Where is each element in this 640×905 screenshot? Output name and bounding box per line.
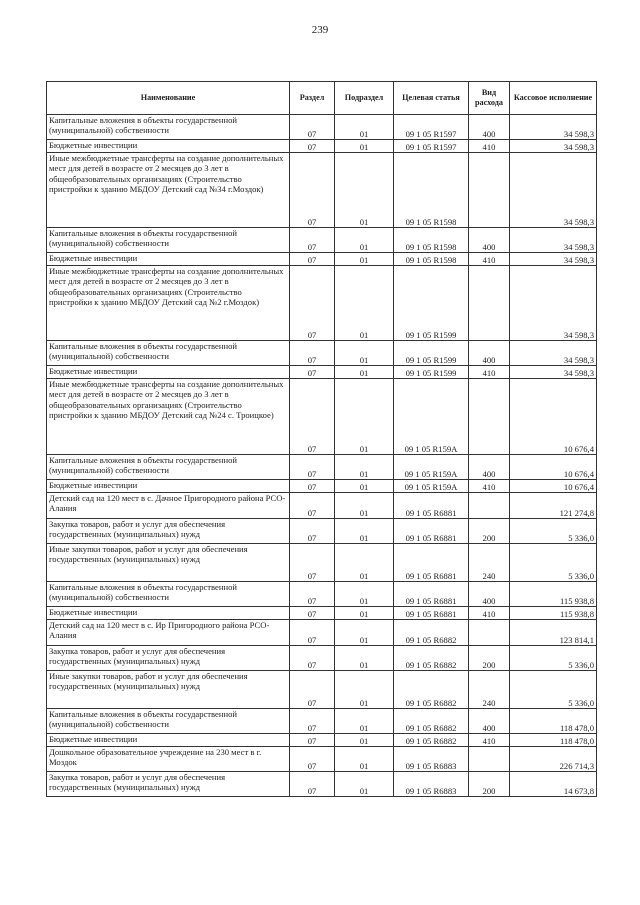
cell-name: Дошкольное образовательное учреждение на 230 мест в г. Моздок [47, 747, 290, 772]
cell-subsection: 01 [335, 455, 394, 480]
cell-type: 240 [469, 544, 510, 582]
cell-name: Бюджетные инвестиции [47, 253, 290, 266]
cell-amount: 34 598,3 [510, 366, 597, 379]
page-number: 239 [311, 24, 329, 36]
table-row [47, 253, 597, 266]
header-section: Раздел [290, 82, 335, 115]
cell-section: 07 [290, 747, 335, 772]
cell-amount: 10 676,4 [510, 455, 597, 480]
cell-target: 09 1 05 R6881 [394, 607, 469, 620]
cell-target: 09 1 05 R1599 [394, 266, 469, 341]
cell-type [469, 747, 510, 772]
cell-section: 07 [290, 140, 335, 153]
cell-subsection: 01 [335, 734, 394, 747]
cell-section: 07 [290, 341, 335, 366]
cell-name: Закупка товаров, работ и услуг для обеспечения государственных (муниципальных) нужд [47, 772, 290, 797]
cell-subsection: 01 [335, 153, 394, 228]
cell-section: 07 [290, 709, 335, 734]
cell-target: 09 1 05 R6883 [394, 772, 469, 797]
table-row [47, 747, 597, 772]
cell-target: 09 1 05 R159A [394, 379, 469, 455]
table-row [47, 671, 597, 709]
cell-section: 07 [290, 253, 335, 266]
cell-name: Бюджетные инвестиции [47, 480, 290, 493]
cell-target: 09 1 05 R6882 [394, 734, 469, 747]
cell-type: 410 [469, 480, 510, 493]
cell-amount: 34 598,3 [510, 253, 597, 266]
cell-subsection: 01 [335, 607, 394, 620]
cell-subsection: 01 [335, 519, 394, 544]
cell-target: 09 1 05 R6882 [394, 709, 469, 734]
cell-amount: 34 598,3 [510, 153, 597, 228]
cell-amount: 10 676,4 [510, 480, 597, 493]
table-row [47, 493, 597, 519]
cell-type [469, 620, 510, 646]
cell-type: 200 [469, 646, 510, 671]
table-row [47, 153, 597, 228]
header-target: Целевая статья [394, 82, 469, 115]
cell-subsection: 01 [335, 620, 394, 646]
cell-type: 200 [469, 772, 510, 797]
cell-amount: 34 598,3 [510, 228, 597, 253]
cell-type: 400 [469, 709, 510, 734]
cell-type [469, 266, 510, 341]
cell-section: 07 [290, 620, 335, 646]
cell-subsection: 01 [335, 480, 394, 493]
cell-subsection: 01 [335, 366, 394, 379]
cell-amount: 34 598,3 [510, 266, 597, 341]
cell-target: 09 1 05 R1598 [394, 153, 469, 228]
cell-section: 07 [290, 228, 335, 253]
cell-subsection: 01 [335, 228, 394, 253]
table-row [47, 607, 597, 620]
cell-name: Бюджетные инвестиции [47, 607, 290, 620]
table-row [47, 620, 597, 646]
cell-type: 410 [469, 607, 510, 620]
cell-name: Капитальные вложения в объекты государственной (муниципальной) собственности [47, 582, 290, 607]
table-row [47, 366, 597, 379]
cell-section: 07 [290, 607, 335, 620]
cell-target: 09 1 05 R6882 [394, 671, 469, 709]
cell-subsection: 01 [335, 646, 394, 671]
cell-amount: 121 274,8 [510, 493, 597, 519]
cell-name: Детский сад на 120 мест в с. Дачное Пригородного района РСО-Алания [47, 493, 290, 519]
cell-type: 400 [469, 582, 510, 607]
cell-target: 09 1 05 R159A [394, 480, 469, 493]
cell-type [469, 153, 510, 228]
cell-type: 410 [469, 253, 510, 266]
cell-section: 07 [290, 455, 335, 480]
cell-section: 07 [290, 153, 335, 228]
cell-section: 07 [290, 671, 335, 709]
cell-name: Иные закупки товаров, работ и услуг для обеспечения государственных (муниципальных) нужд [47, 671, 290, 709]
table-row [47, 709, 597, 734]
cell-subsection: 01 [335, 266, 394, 341]
cell-section: 07 [290, 379, 335, 455]
cell-subsection: 01 [335, 747, 394, 772]
cell-name: Иные межбюджетные трансферты на создание дополнительных мест для детей в возрасте от 2 месяцев до 3 лет в общеобразовательных организациях (Строительство пристройки к зданию МБДОУ Детский сад №34 г.Моздок) [47, 153, 290, 228]
cell-target: 09 1 05 R6881 [394, 582, 469, 607]
cell-target: 09 1 05 R6882 [394, 646, 469, 671]
header-type: Вид расхода [469, 82, 510, 115]
table-row [47, 734, 597, 747]
table-row [47, 582, 597, 607]
cell-section: 07 [290, 493, 335, 519]
cell-target: 09 1 05 R1597 [394, 115, 469, 140]
cell-amount: 5 336,0 [510, 519, 597, 544]
table-row [47, 544, 597, 582]
cell-name: Бюджетные инвестиции [47, 140, 290, 153]
cell-subsection: 01 [335, 115, 394, 140]
cell-amount: 118 478,0 [510, 709, 597, 734]
cell-target: 09 1 05 R1599 [394, 366, 469, 379]
cell-section: 07 [290, 115, 335, 140]
table-row [47, 480, 597, 493]
cell-section: 07 [290, 519, 335, 544]
cell-name: Капитальные вложения в объекты государственной (муниципальной) собственности [47, 341, 290, 366]
cell-amount: 226 714,3 [510, 747, 597, 772]
cell-type: 410 [469, 366, 510, 379]
header-name: Наименование [47, 82, 290, 115]
cell-target: 09 1 05 R6881 [394, 544, 469, 582]
cell-section: 07 [290, 366, 335, 379]
cell-name: Бюджетные инвестиции [47, 366, 290, 379]
table-body [47, 115, 597, 797]
cell-name: Капитальные вложения в объекты государственной (муниципальной) собственности [47, 709, 290, 734]
cell-name: Бюджетные инвестиции [47, 734, 290, 747]
table-row [47, 519, 597, 544]
cell-subsection: 01 [335, 140, 394, 153]
cell-target: 09 1 05 R1598 [394, 228, 469, 253]
cell-section: 07 [290, 480, 335, 493]
cell-type: 410 [469, 734, 510, 747]
cell-section: 07 [290, 266, 335, 341]
cell-name: Капитальные вложения в объекты государственной (муниципальной) собственности [47, 455, 290, 480]
table-row [47, 455, 597, 480]
cell-name: Детский сад на 120 мест в с. Ир Пригородного района РСО-Алания [47, 620, 290, 646]
cell-section: 07 [290, 582, 335, 607]
cell-type: 200 [469, 519, 510, 544]
cell-name: Иные закупки товаров, работ и услуг для обеспечения государственных (муниципальных) нужд [47, 544, 290, 582]
cell-name: Капитальные вложения в объекты государственной (муниципальной) собственности [47, 115, 290, 140]
cell-amount: 5 336,0 [510, 646, 597, 671]
cell-amount: 14 673,8 [510, 772, 597, 797]
cell-amount: 5 336,0 [510, 671, 597, 709]
cell-amount: 34 598,3 [510, 341, 597, 366]
table-row [47, 341, 597, 366]
cell-amount: 10 676,4 [510, 379, 597, 455]
cell-target: 09 1 05 R1598 [394, 253, 469, 266]
cell-name: Закупка товаров, работ и услуг для обеспечения государственных (муниципальных) нужд [47, 646, 290, 671]
cell-type: 240 [469, 671, 510, 709]
table-row [47, 140, 597, 153]
cell-section: 07 [290, 646, 335, 671]
cell-type: 410 [469, 140, 510, 153]
table-row [47, 379, 597, 455]
cell-type [469, 493, 510, 519]
cell-target: 09 1 05 R6881 [394, 493, 469, 519]
budget-table [46, 81, 597, 797]
cell-subsection: 01 [335, 341, 394, 366]
cell-subsection: 01 [335, 253, 394, 266]
cell-name: Иные межбюджетные трансферты на создание дополнительных мест для детей в возрасте от 2 месяцев до 3 лет в общеобразовательных организациях (Строительство пристройки к зданию МБДОУ Детский сад №2 г.Моздок) [47, 266, 290, 341]
cell-section: 07 [290, 734, 335, 747]
cell-name: Капитальные вложения в объекты государственной (муниципальной) собственности [47, 228, 290, 253]
cell-subsection: 01 [335, 582, 394, 607]
cell-subsection: 01 [335, 544, 394, 582]
cell-section: 07 [290, 544, 335, 582]
cell-section: 07 [290, 772, 335, 797]
cell-type: 400 [469, 341, 510, 366]
cell-amount: 34 598,3 [510, 140, 597, 153]
cell-target: 09 1 05 R6882 [394, 620, 469, 646]
cell-subsection: 01 [335, 709, 394, 734]
cell-amount: 115 938,8 [510, 607, 597, 620]
cell-subsection: 01 [335, 772, 394, 797]
cell-type [469, 379, 510, 455]
cell-subsection: 01 [335, 379, 394, 455]
table-row [47, 266, 597, 341]
cell-type: 400 [469, 115, 510, 140]
cell-target: 09 1 05 R6883 [394, 747, 469, 772]
cell-subsection: 01 [335, 493, 394, 519]
table-row [47, 228, 597, 253]
cell-name: Закупка товаров, работ и услуг для обеспечения государственных (муниципальных) нужд [47, 519, 290, 544]
cell-target: 09 1 05 R6881 [394, 519, 469, 544]
table-row [47, 772, 597, 797]
header-amount: Кассовое исполнение [510, 82, 597, 115]
cell-type: 400 [469, 455, 510, 480]
cell-type: 400 [469, 228, 510, 253]
table-row [47, 115, 597, 140]
cell-target: 09 1 05 R1599 [394, 341, 469, 366]
cell-amount: 118 478,0 [510, 734, 597, 747]
cell-name: Иные межбюджетные трансферты на создание дополнительных мест для детей в возрасте от 2 месяцев до 3 лет в общеобразовательных организациях (Строительство пристройки к зданию МБДОУ Детский сад №24 с. Троицкое) [47, 379, 290, 455]
cell-amount: 5 336,0 [510, 544, 597, 582]
cell-amount: 34 598,3 [510, 115, 597, 140]
cell-amount: 115 938,8 [510, 582, 597, 607]
table-row [47, 646, 597, 671]
header-row [47, 82, 597, 115]
cell-subsection: 01 [335, 671, 394, 709]
cell-target: 09 1 05 R159A [394, 455, 469, 480]
cell-target: 09 1 05 R1597 [394, 140, 469, 153]
cell-amount: 123 814,1 [510, 620, 597, 646]
header-subsection: Подраздел [335, 82, 394, 115]
